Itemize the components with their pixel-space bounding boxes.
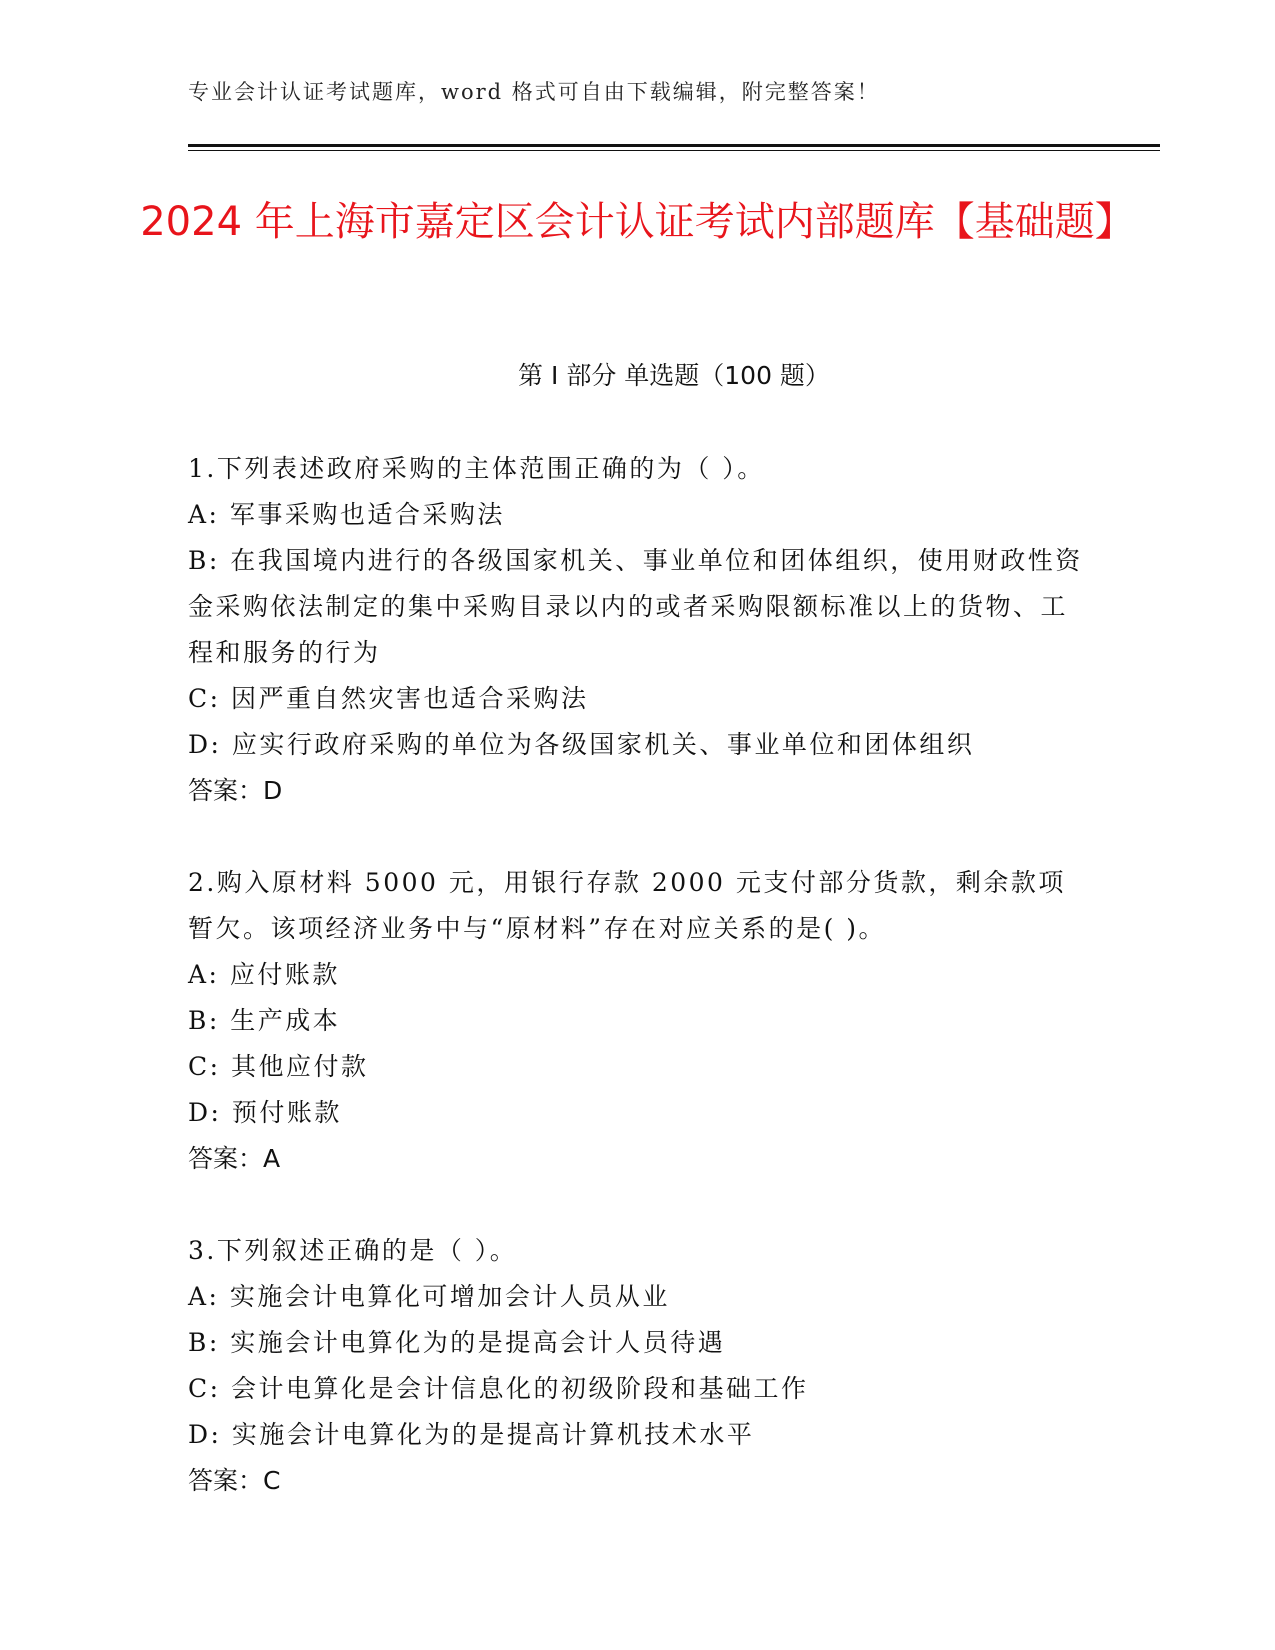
question-2 <box>188 860 1088 1182</box>
option-d: D: 实施会计电算化为的是提高计算机技术水平 <box>188 1420 755 1449</box>
option-a: A: 军事采购也适合采购法 <box>188 500 505 529</box>
option-a: A: 实施会计电算化可增加会计人员从业 <box>188 1282 670 1311</box>
question-1 <box>188 446 1088 814</box>
option-d: D: 预付账款 <box>188 1098 342 1127</box>
header-rule-thick <box>188 144 1160 147</box>
answer: 答案：D <box>188 776 283 805</box>
section-heading: 第 I 部分 单选题（100 题） <box>518 361 830 390</box>
header-note: 专业会计认证考试题库，word 格式可自由下载编辑，附完整答案！ <box>188 80 880 104</box>
question-stem: 2.购入原材料 5000 元，用银行存款 2000 元支付部分货款，剩余款项暂欠。该项经济业务中与“原材料”存在对应关系的是( )。 <box>188 868 1066 943</box>
option-c: C: 其他应付款 <box>188 1052 369 1081</box>
option-b: B: 实施会计电算化为的是提高会计人员待遇 <box>188 1328 726 1357</box>
option-d: D: 应实行政府采购的单位为各级国家机关、事业单位和团体组织 <box>188 730 975 759</box>
question-list <box>188 446 1088 1550</box>
option-c: C: 因严重自然灾害也适合采购法 <box>188 684 589 713</box>
option-b: B: 在我国境内进行的各级国家机关、事业单位和团体组织，使用财政性资金采购依法制定的集中采购目录以内的或者采购限额标准以上的货物、工程和服务的行为 <box>188 546 1083 667</box>
answer: 答案：A <box>188 1144 281 1173</box>
option-a: A: 应付账款 <box>188 960 340 989</box>
header-rule-thin <box>188 150 1160 151</box>
document-title: 2024 年上海市嘉定区会计认证考试内部题库【基础题】 <box>140 199 1135 245</box>
option-b: B: 生产成本 <box>188 1006 341 1035</box>
option-c: C: 会计电算化是会计信息化的初级阶段和基础工作 <box>188 1374 809 1403</box>
answer: 答案：C <box>188 1466 281 1495</box>
question-stem: 3.下列叙述正确的是（ ）。 <box>188 1236 518 1265</box>
question-3 <box>188 1228 1088 1504</box>
question-stem: 1.下列表述政府采购的主体范围正确的为（ ）。 <box>188 454 765 483</box>
